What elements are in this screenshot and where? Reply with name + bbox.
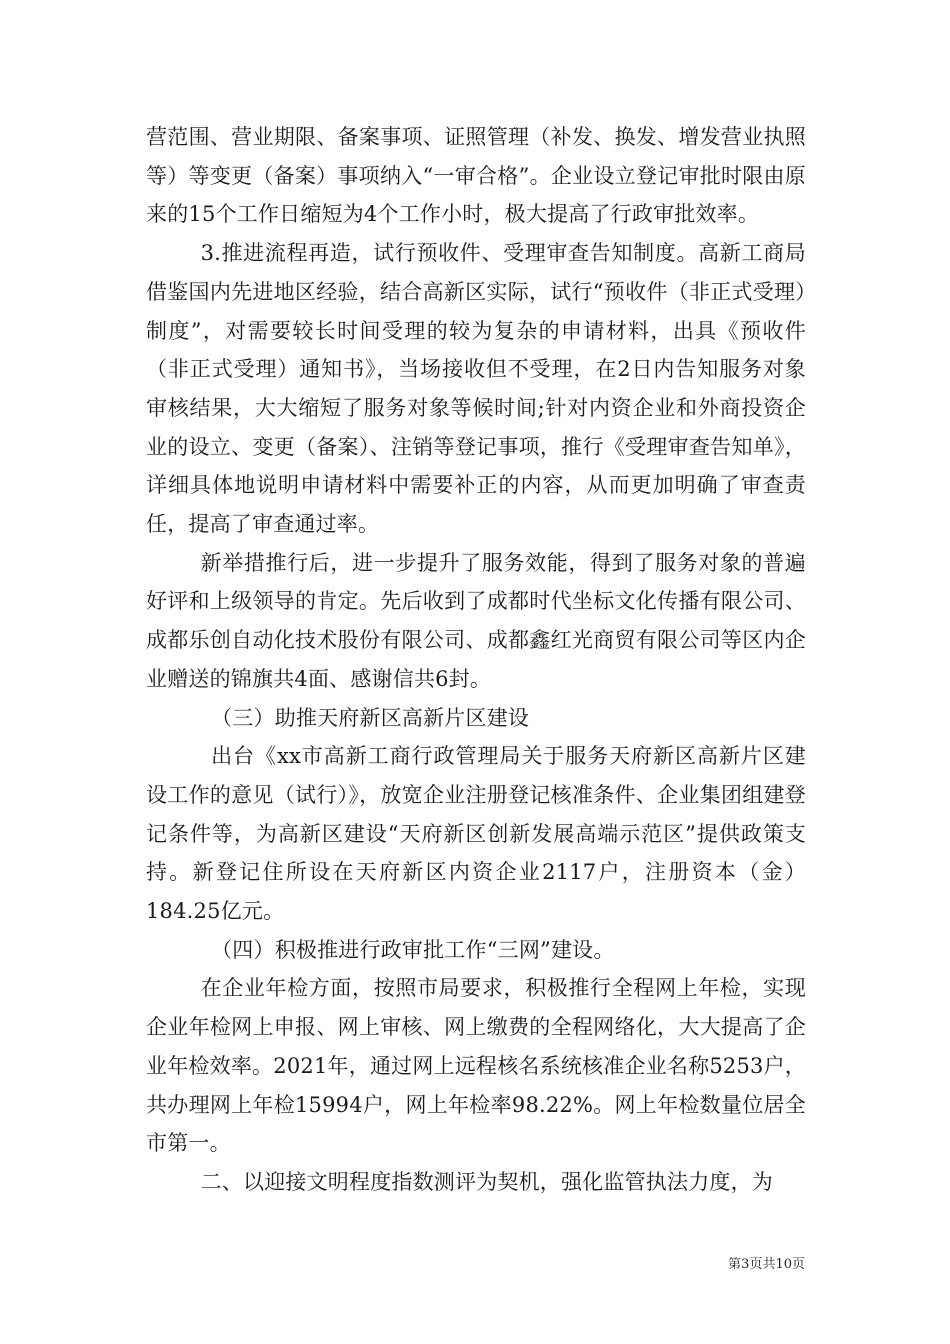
section-heading-3: （三）助推天府新区高新片区建设 — [211, 705, 530, 730]
section-heading-part-2: 二、以迎接文明程度指数测评为契机，强化监管执法力度，为 — [200, 1169, 773, 1194]
paragraph-annual-inspection: 在企业年检方面，按照市局要求，积极推行全程网上年检，实现企业年检网上申报、网上审核、网上缴费的全程网络化，大大提高了企业年检效率。2021年，通过网上远程核名系统核准企业名称5253户，共办理网上年检15994户，网上年检率98.22%。网上年检数量位居全市第一。 — [146, 976, 806, 1156]
document-body — [146, 118, 806, 1202]
paragraph-tianfu: 出台《xx市高新工商行政管理局关于服务天府新区高新片区建设工作的意见（试行）》，放宽企业注册登记核准条件、企业集团组建登记条件等，为高新区建设“天府新区创新发展高端示范区”提供政策支持。新登记住所设在天府新区内资企业2117户，注册资本（金）184.25亿元。 — [146, 744, 806, 924]
paragraph-process-reengineering: 3.推进流程再造，试行预收件、受理审查告知制度。高新工商局借鉴国内先进地区经验，结合高新区实际，试行“预收件（非正式受理）制度”，对需要较长时间受理的较为复杂的申请材料，出具《预收件（非正式受理）通知书》，当场接收但不受理，在2日内告知服务对象审核结果，大大缩短了服务对象等候时间;针对内资企业和外商投资企业的设立、变更（备案）、注销等登记事项，推行《受理审查告知单》，详细具体地说明申请材料中需要补正的内容，从而更加明确了审查责任，提高了审查通过率。 — [146, 241, 806, 537]
section-heading-4: （四）积极推进行政审批工作“三网”建设。 — [211, 937, 615, 962]
paragraph-continuation: 营范围、营业期限、备案事项、证照管理（补发、换发、增发营业执照等）等变更（备案）事项纳入“一审合格”。企业设立登记审批时限由原来的15个工作日缩短为4个工作小时，极大提高了行政审批效率。 — [146, 125, 806, 227]
page-number-footer: 第3页共10页 — [728, 1257, 805, 1272]
paragraph-results: 新举措推行后，进一步提升了服务效能，得到了服务对象的普遍好评和上级领导的肯定。先后收到了成都时代坐标文化传播有限公司、成都乐创自动化技术股份有限公司、成都鑫红光商贸有限公司等区内企业赠送的锦旗共4面、感谢信共6封。 — [146, 550, 806, 691]
